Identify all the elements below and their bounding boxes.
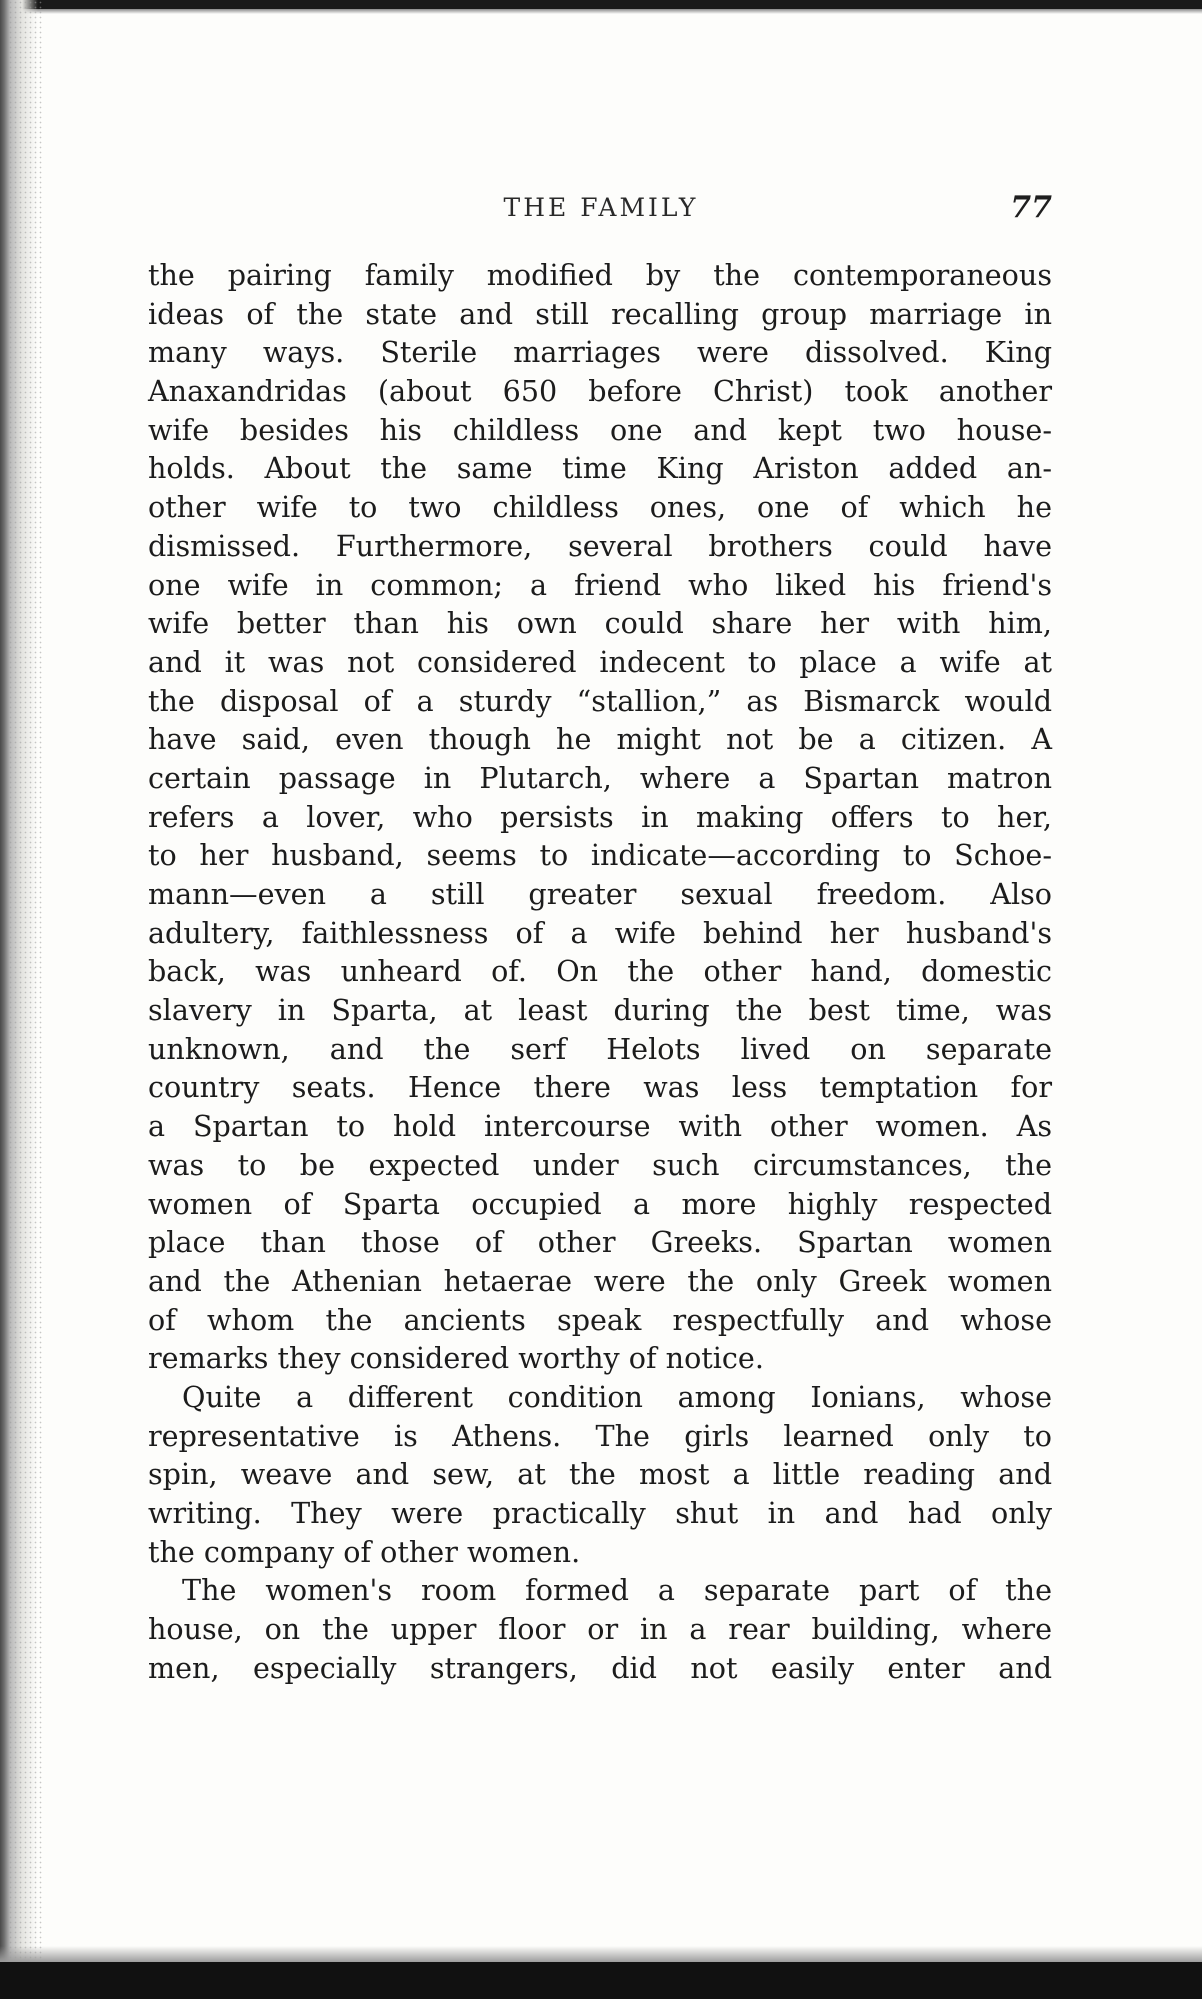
text-line: refers a lover, who persists in making offers to her, [148, 799, 1052, 834]
text-line: the disposal of a sturdy “stallion,” as Bismarck would [148, 683, 1052, 718]
text-line: spin, weave and sew, at the most a little reading and [148, 1457, 1052, 1492]
text-line: certain passage in Plutarch, where a Spartan matron [148, 760, 1052, 795]
scan-top-edge [0, 0, 1202, 9]
text-line: one wife in common; a friend who liked his friend's [148, 567, 1052, 602]
text-line: adultery, faithlessness of a wife behind her husband's [148, 915, 1052, 950]
text-line: many ways. Sterile marriages were dissolved. King [148, 335, 1052, 370]
text-line: ideas of the state and still recalling group marriage in [148, 296, 1052, 331]
text-line: holds. About the same time King Ariston added an- [148, 451, 1052, 486]
text-line: wife besides his childless one and kept two house- [148, 412, 1052, 447]
text-line: The women's room formed a separate part of the [182, 1573, 1052, 1608]
text-line: writing. They were practically shut in and had only [148, 1496, 1052, 1530]
page-header [150, 188, 1052, 228]
scan-top-shadow [0, 9, 1202, 14]
text-line: slavery in Sparta, at least during the best time, was [148, 993, 1052, 1028]
text-line: dismissed. Furthermore, several brothers could have [148, 528, 1052, 563]
text-line: to her husband, seems to indicate—according to Schoe- [148, 838, 1052, 873]
text-line: country seats. Hence there was less temptation for [148, 1070, 1052, 1105]
scan-bottom-shadow [0, 1946, 1202, 1962]
text-line: unknown, and the serf Helots lived on separate [148, 1031, 1052, 1066]
text-line: remarks they considered worthy of notice. [148, 1341, 764, 1376]
text-line: have said, even though he might not be a citizen. A [148, 722, 1052, 757]
text-line: representative is Athens. The girls learned only to [148, 1418, 1052, 1453]
text-line: men, especially strangers, did not easily enter and [148, 1650, 1052, 1685]
text-line: a Spartan to hold intercourse with other women. As [148, 1109, 1052, 1144]
scan-bottom-edge [0, 1962, 1202, 1999]
text-line: Anaxandridas (about 650 before Christ) took another [148, 374, 1052, 409]
text-line: house, on the upper floor or in a rear building, where [148, 1612, 1052, 1647]
text-line: back, was unheard of. On the other hand, domestic [148, 954, 1052, 989]
text-line: and the Athenian hetaerae were the only Greek women [148, 1263, 1052, 1298]
binding-gutter-texture [8, 0, 42, 1999]
text-line: Quite a different condition among Ionians, whose [182, 1379, 1052, 1414]
text-line: place than those of other Greeks. Spartan women [148, 1225, 1052, 1260]
text-line: was to be expected under such circumstances, the [148, 1147, 1052, 1182]
text-line: women of Sparta occupied a more highly respected [148, 1186, 1052, 1221]
text-line: the pairing family modified by the contemporaneous [148, 258, 1052, 292]
text-line: the company of other women. [148, 1534, 581, 1569]
text-line: of whom the ancients speak respectfully and whose [148, 1302, 1052, 1337]
text-line: and it was not considered indecent to place a wife at [148, 644, 1052, 679]
text-line: mann—even a still greater sexual freedom. Also [148, 877, 1052, 911]
text-line: wife better than his own could share her with him, [148, 606, 1052, 641]
text-line: other wife to two childless ones, one of which he [148, 490, 1052, 525]
running-head: THE FAMILY [503, 193, 699, 222]
page-number: 77 [1010, 190, 1052, 225]
body-text [148, 256, 1052, 1687]
